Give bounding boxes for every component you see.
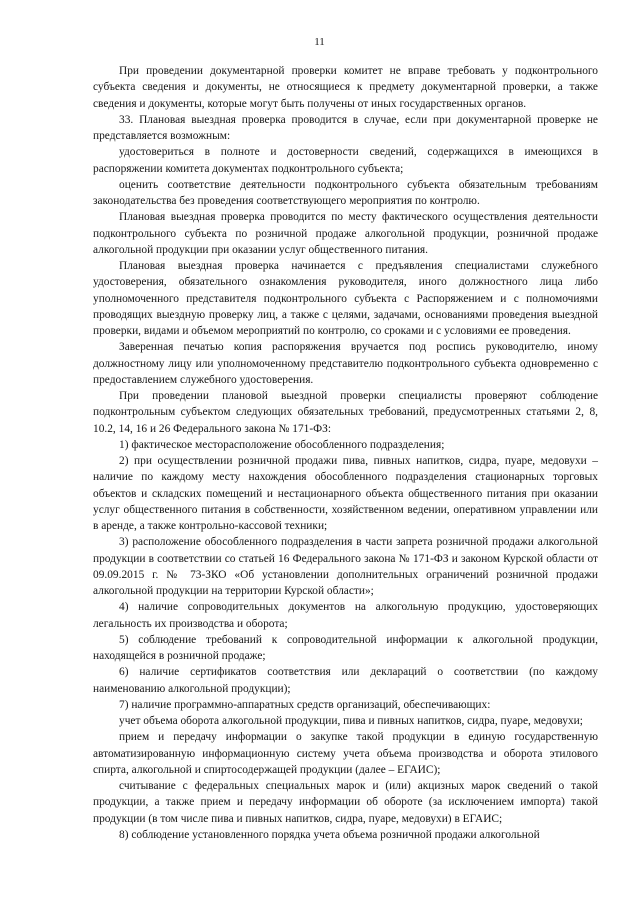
list-item-5: 5) соблюдение требований к сопроводительной информации к алкогольной продукции, находящейся в розничной продаже;	[93, 633, 598, 662]
list-item-1: 1) фактическое месторасположение обособленного подразделения;	[119, 438, 445, 451]
paragraph-assess-compliance: оценить соответствие деятельности подконтрольного субъекта обязательным требованиям законодательства без проведения соответствующего мероприятия по контролю.	[93, 178, 598, 207]
sub-item-egais-transfer: прием и передачу информации о закупке такой продукции в единую государственную автоматизированную информационную систему учета объема производства и оборота этилового спирта, алкогольной и спиртосодержащей продукции (далее – ЕГАИС);	[93, 731, 598, 776]
paragraph-requirements-intro: При проведении плановой выездной проверки специалисты проверяют соблюдение подконтрольным субъектом следующих обязательных требований, предусмотренных статьями 2, 8, 10.2, 14, 16 и 26 Федерального закона № 171-ФЗ:	[93, 390, 598, 435]
list-item-8: 8) соблюдение установленного порядка учета объема розничной продажи алкогольной	[119, 828, 540, 841]
paragraph-inspection-start: Плановая выездная проверка начинается с предъявления специалистами служебного удостоверения, обязательного ознакомления руководителя, иного должностного лица либо уполномоченного представителя подконтрольного субъекта с Распоряжением и с полномочиями проводящих выездную проверку лиц, а также с целями, задачами, основаниями проведения выездной проверки, видами и объемом мероприятий по контролю, со сроками и с условиями ее проведения.	[93, 260, 598, 337]
sub-item-accounting: учет объема оборота алкогольной продукции, пива и пивных напитков, сидра, пуаре, медовухи;	[119, 715, 583, 727]
paragraph-order-copy: Заверенная печатью копия распоряжения вручается под роспись руководителю, иному должностному лицу или уполномоченному представителю подконтрольного субъекта одновременно с предоставлением служебного удостоверения.	[93, 341, 598, 386]
page-number: 11	[314, 36, 325, 48]
list-item-2: 2) при осуществлении розничной продажи пива, пивных напитков, сидра, пуаре, медовухи – наличие по каждому месту нахождения обособленного подразделения стационарных торговых объектов и складских помещений и нестационарного объекта общественного питания при оказании услуг общественного питания в собственности, хозяйственном ведении, оперативном управлении или в аренде, а также контрольно-кассовой техники;	[93, 455, 598, 532]
document-body	[93, 63, 598, 843]
paragraph-verify-completeness: удостовериться в полноте и достоверности сведений, содержащихся в имеющихся в распоряжении комитета документах подконтрольного субъекта;	[93, 146, 598, 175]
list-item-7: 7) наличие программно-аппаратных средств организаций, обеспечивающих:	[119, 698, 491, 711]
paragraph-item-33: 33. Плановая выездная проверка проводится в случае, если при документарной проверке не представляется возможным:	[93, 113, 598, 142]
list-item-3: 3) расположение обособленного подразделения в части запрета розничной продажи алкогольной продукции в соответствии со статьей 16 Федерального закона № 171-ФЗ и законом Курской области от 09.09.2015 г. № 73-ЗКО «Об установлении дополнительных ограничений розничной продажи алкогольной продукции на территории Курской области»;	[93, 536, 598, 597]
sub-item-stamp-reading: считывание с федеральных специальных марок и (или) акцизных марок сведений о такой продукции, а также прием и передачу информации об обороте (за исключением импорта) такой продукции (в том числе пива и пивных напитков, сидра, пуаре, медовухи) в ЕГАИС;	[93, 780, 598, 825]
list-item-6: 6) наличие сертификатов соответствия или деклараций о соответствии (по каждому наименованию алкогольной продукции);	[93, 666, 598, 695]
list-item-4: 4) наличие сопроводительных документов на алкогольную продукцию, удостоверяющих легальность их производства и оборота;	[93, 601, 598, 630]
paragraph-inspection-location: Плановая выездная проверка проводится по месту фактического осуществления деятельности подконтрольного субъекта по розничной продаже алкогольной продукции, розничной продаже алкогольной продукции при оказании услуг общественного питания.	[93, 211, 598, 256]
paragraph-documentary-check-restriction: При проведении документарной проверки комитет не вправе требовать у подконтрольного субъекта сведения и документы, не относящиеся к предмету документарной проверки, а также сведения и документы, которые могут быть получены от иных государственных органов.	[93, 65, 598, 110]
